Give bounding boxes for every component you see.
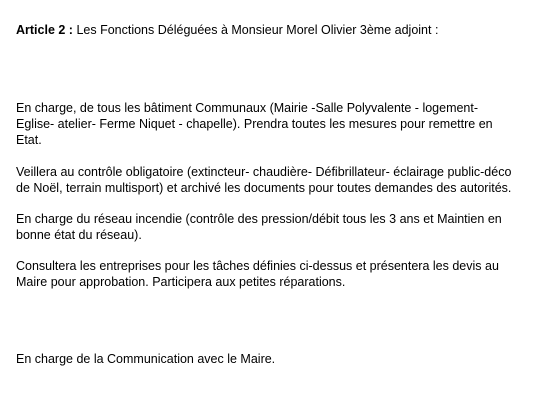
paragraph-contractors-line-2: Maire pour approbation. Participera aux petites réparations. [16,275,346,289]
article-title: Les Fonctions Déléguées à Monsieur Morel Olivier 3ème adjoint : [72,23,439,37]
paragraph-fire-network-line-1: En charge du réseau incendie (contrôle des pression/débit tous les 3 ans et Maintien en [16,212,502,226]
paragraph-controls-line-2: de Noël, terrain multisport) et archivé les documents pour toutes demandes des autorités. [16,181,512,195]
paragraph-buildings-line-2: Eglise- atelier- Ferme Niquet - chapelle). Prendra toutes les mesures pour remettre en [16,117,493,131]
article-label: Article 2 : [16,23,73,37]
paragraph-communication-line-1: En charge de la Communication avec le Maire. [16,352,276,366]
paragraph-contractors-line-1: Consultera les entreprises pour les tâches définies ci-dessus et présentera les devis au [16,259,499,273]
article-heading [16,22,546,38]
paragraph-controls-line-1: Veillera au contrôle obligatoire (extincteur- chaudière- Défibrillateur- éclairage public-déco [16,165,512,179]
paragraph-buildings-line-1: En charge, de tous les bâtiment Communaux (Mairie -Salle Polyvalente - logement- [16,101,479,115]
paragraph-fire-network-line-2: bonne état du réseau). [16,228,142,242]
paragraph-buildings-line-3: Etat. [16,133,42,147]
